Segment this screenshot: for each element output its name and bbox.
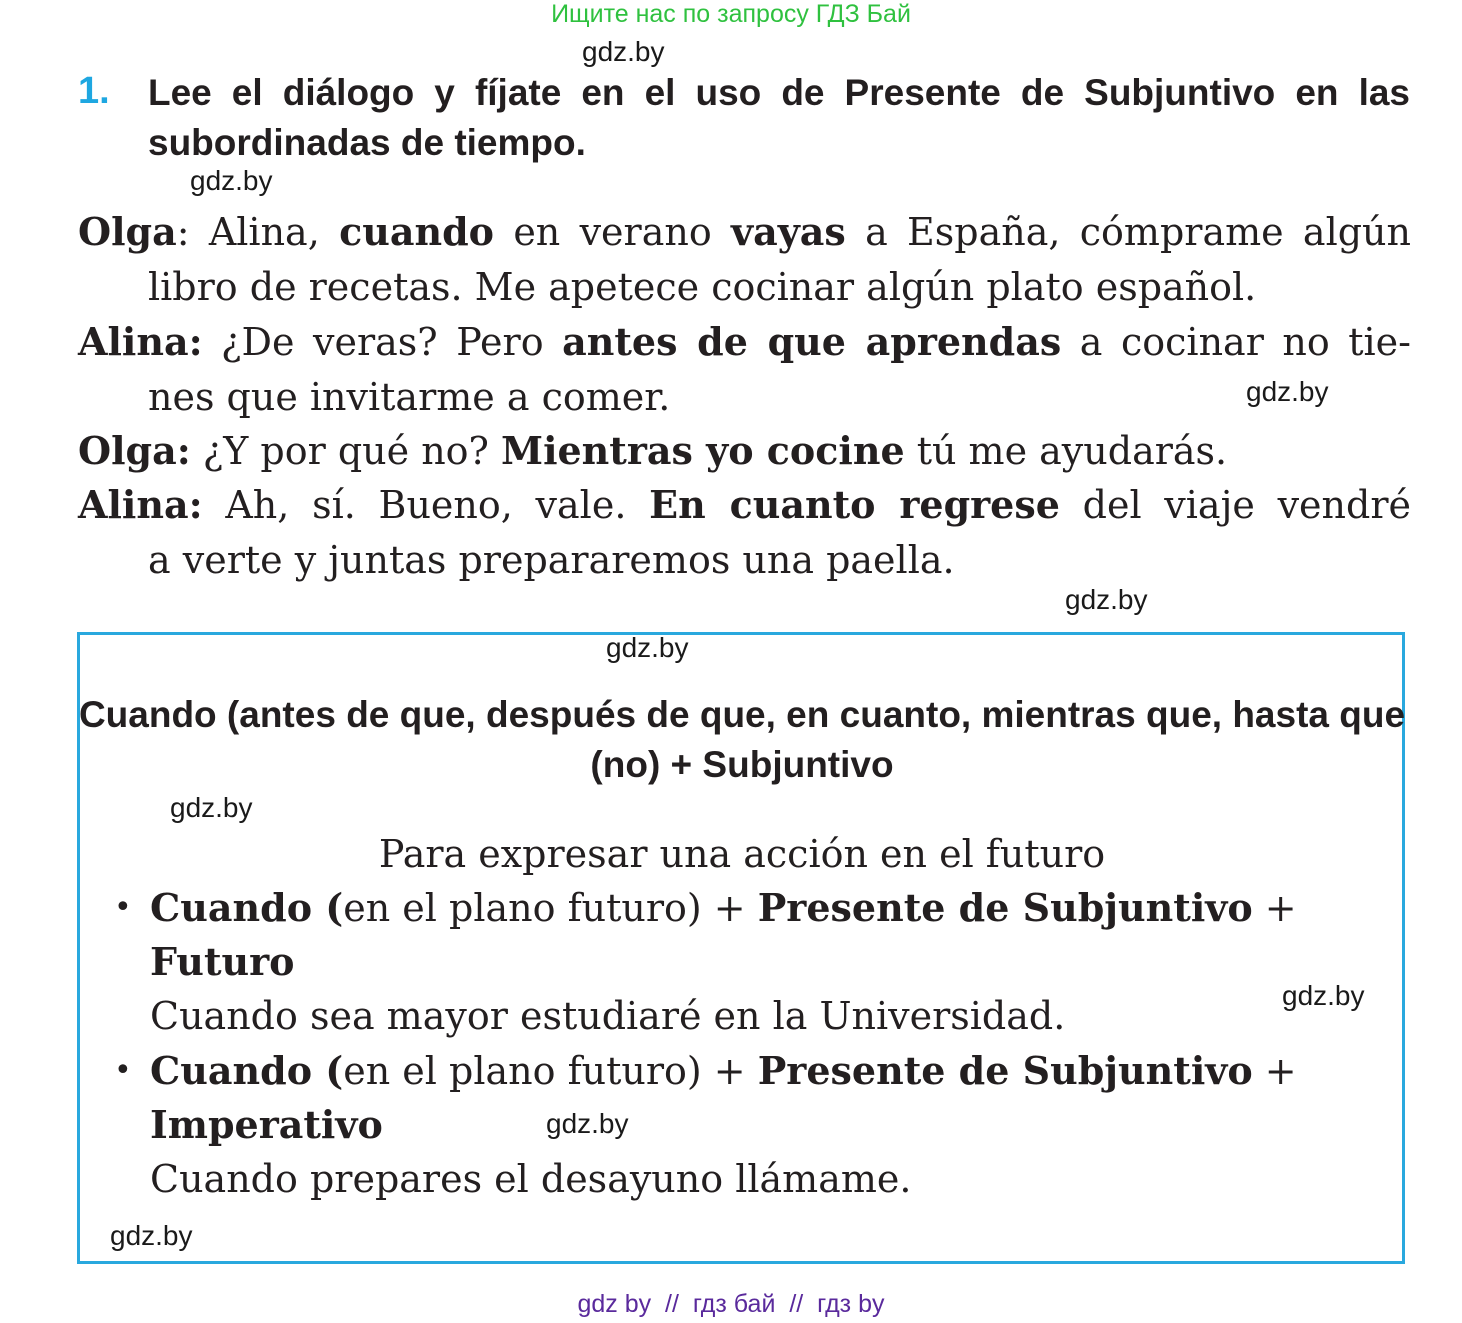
dialogue-line-7: a verte y juntas prepararemos una paella. <box>148 538 955 582</box>
speaker-olga: Olga <box>78 209 177 254</box>
watermark: gdz.by <box>170 792 253 823</box>
exercise-title: Lee el diálogo y fíjate en el uso de Presente de Subjuntivo en las subordinadas de tiempo. <box>148 72 1410 163</box>
bullet-icon: • <box>114 890 132 925</box>
rule-example-1: Cuando sea mayor estudiaré en la Universidad. <box>150 994 1066 1038</box>
watermark: gdz.by <box>110 1220 193 1251</box>
speaker-alina: Alina: <box>78 319 203 364</box>
dialogue-line-2: libro de recetas. Me apetece cocinar algún plato español. <box>148 265 1257 309</box>
rule-formula-2-cont: Imperativo <box>150 1102 383 1147</box>
rule-title: Cuando (antes de que, después de que, en cuanto, mientras que, hasta que (no) + Subjuntivo <box>78 694 1406 785</box>
rule-formula-2: Cuando (en el plano futuro) + Presente de Subjuntivo + <box>150 1048 1297 1093</box>
speaker-olga: Olga: <box>78 428 191 473</box>
rule-example-2: Cuando prepares el desayuno llámame. <box>150 1157 912 1201</box>
exercise-number: 1. <box>78 70 110 112</box>
bullet-icon: • <box>114 1053 132 1088</box>
watermark: gdz.by <box>1246 376 1329 407</box>
rule-subtitle: Para expresar una acción en el futuro <box>378 832 1106 876</box>
watermark: gdz.by <box>1282 980 1365 1011</box>
dialogue-line-1: Olga: Alina, cuando en verano vayas a España, cómprame algún <box>78 209 1412 254</box>
dialogue-line-5: Olga: ¿Y por qué no? Mientras yo cocine tú me ayudarás. <box>78 428 1228 473</box>
watermark: gdz.by <box>190 165 273 196</box>
watermark: gdz.by <box>606 632 689 663</box>
watermark: gdz.by <box>546 1108 629 1139</box>
rule-formula-1: Cuando (en el plano futuro) + Presente de Subjuntivo + <box>150 885 1297 930</box>
dialogue-line-4: nes que invitarme a comer. <box>148 375 671 419</box>
dialogue-line-6: Alina: Ah, sí. Bueno, vale. En cuanto regrese del viaje vendré <box>78 482 1411 527</box>
footer-links: gdz by // гдз бай // гдз by <box>577 1290 885 1318</box>
dialogue-line-3: Alina: ¿De veras? Pero antes de que aprendas a cocinar no tie- <box>78 319 1412 364</box>
speaker-alina: Alina: <box>78 482 203 527</box>
top-banner: Ищите нас по запросу ГДЗ Бай <box>551 0 911 28</box>
watermark: gdz.by <box>1065 584 1148 615</box>
rule-formula-1-cont: Futuro <box>150 939 295 984</box>
watermark: gdz.by <box>582 36 665 67</box>
